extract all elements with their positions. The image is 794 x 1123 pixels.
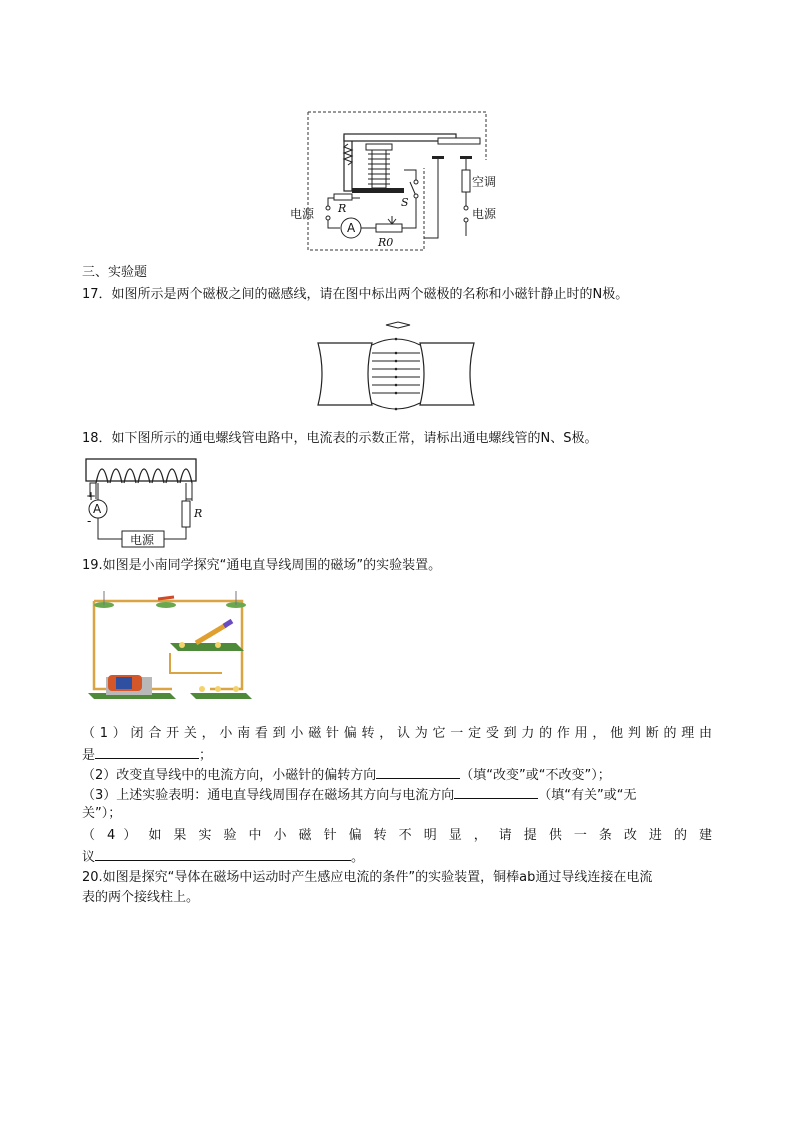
solenoid-circuit-figure <box>82 453 206 555</box>
q19-part4-suffix: 。 <box>351 850 365 865</box>
section-title: 三、实验题 <box>82 265 148 280</box>
q19-part3-line1 <box>82 784 637 806</box>
resistor-r-label: R <box>194 507 203 520</box>
switch-s-label: S <box>401 196 409 209</box>
q19-part4-answer-blank[interactable] <box>95 846 351 861</box>
q19-part1-suffix: ； <box>199 748 213 763</box>
ammeter-symbol: A <box>347 221 356 235</box>
relay-circuit-figure <box>288 108 498 253</box>
question-18-text: 18．如下图所示的通电螺线管电路中，电流表的示数正常，请标出通电螺线管的N、S极。 <box>82 431 598 446</box>
q19-part2-suffix: （填“改变”或“不改变”）； <box>460 768 611 783</box>
magnetic-poles-figure <box>316 319 476 411</box>
q19-part3-line2: 关”）； <box>82 806 122 821</box>
air-conditioner-label: 空调 <box>472 175 497 189</box>
question-20-line1: 20.如图是探究“导体在磁场中运动时产生感应电流的条件”的实验装置，铜棒ab通过导线连接在电流 <box>82 870 653 885</box>
straight-wire-experiment-figure <box>86 585 252 709</box>
question-19-intro: 19.如图是小南同学探究“通电直导线周围的磁场”的实验装置。 <box>82 558 442 573</box>
q19-part2-answer-blank[interactable] <box>376 764 460 779</box>
q19-part3-prefix: （3）上述实验表明：通电直导线周围存在磁场其方向与电流方向 <box>82 788 455 803</box>
rheostat-r0-label: R0 <box>378 236 394 249</box>
q19-part2 <box>82 764 611 786</box>
q19-part4-line2 <box>82 846 364 868</box>
q19-part4-line1: （ 4 ） 如 果 实 验 中 小 磁 针 偏 转 不 明 显 ， 请 提 供 一 条 改 进 的 建 <box>82 828 712 843</box>
q19-part1-line1: （1）闭合开关，小南看到小磁针偏转，认为它一定受到力的作用，他判断的理由 <box>82 726 712 741</box>
q19-part1-prefix: 是 <box>82 748 96 763</box>
minus-sign: - <box>87 514 92 528</box>
power-right-label: 电源 <box>472 207 497 221</box>
question-17-text: 17．如图所示是两个磁极之间的磁感线，请在图中标出两个磁极的名称和小磁针静止时的N极。 <box>82 287 629 302</box>
q19-part1-line2 <box>82 744 212 766</box>
plus-sign: + <box>86 489 97 503</box>
q19-part3-suffix: （填“有关”或“无 <box>538 788 637 803</box>
resistor-r-label: R <box>338 202 347 215</box>
power-source-label: 电源 <box>130 533 155 547</box>
ammeter-symbol: A <box>93 502 102 516</box>
q19-part2-prefix: （2）改变直导线中的电流方向，小磁针的偏转方向 <box>82 768 377 783</box>
question-20-line2: 表的两个接线柱上。 <box>82 890 200 905</box>
power-left-label: 电源 <box>290 207 315 221</box>
q19-part4-prefix: 议 <box>82 850 96 865</box>
q19-part1-answer-blank[interactable] <box>95 744 199 759</box>
q19-part3-answer-blank[interactable] <box>454 784 538 799</box>
